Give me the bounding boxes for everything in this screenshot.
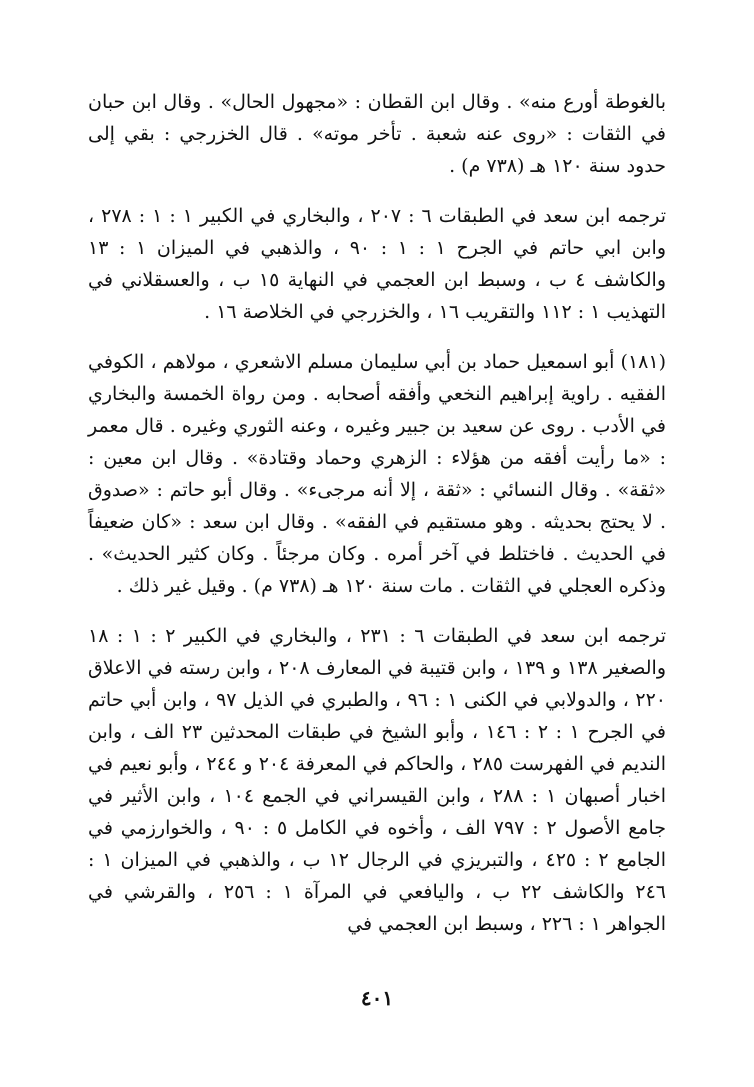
page-number: ٤٠١ [360,986,394,1010]
paragraph-references-180: ترجمه ابن سعد في الطبقات ٦ : ٢٠٧ ، والبخاري في الكبير ١ : ١ : ٢٧٨ ، وابن ابي حاتم في الجرح ١ : ١ : ٩٠ ، والذهبي في الميزان ١ : ١٣ والكاشف ٤ ب ، وسبط ابن العجمي في النهاية ١٥ ب ، والعسقلاني في التهذيب ١ : ١١٢ والتقريب ١٦ ، والخزرجي في الخلاصة ١٦ . [88,205,667,323]
paragraph-entry-181: (١٨١) أبو اسمعيل حماد بن أبي سليمان مسلم الاشعري ، مولاهم ، الكوفي الفقيه . راوية إبراهيم النخعي وأفقه أصحابه . ومن رواة الخمسة والبخاري في الأدب . روى عن سعيد بن جبير وغيره ، وعنه الثوري وغيره . قال معمر : «ما رأيت أفقه من هؤلاء : الزهري وحماد وقتادة» . وقال ابن معين : «ثقة» . وقال النسائي : «ثقة ، إلا أنه مرجىء» . وقال أبو حاتم : «صدوق . لا يحتج بحديثه . وهو مستقيم في الفقه» . وقال ابن سعد : «كان ضعيفاً في الحديث . فاختلط في آخر أمره . وكان مرجئاً . وكان كثير الحديث» . وذكره العجلي في الثقات . مات سنة ١٢٠ هـ (٧٣٨ م) . وقيل غير ذلك . [88,351,666,597]
paragraph-continuation: بالغوطة أورع منه» . وقال ابن القطان : «مجهول الحال» . وقال ابن حبان في الثقات : «روى عنه شعبة . تأخر موته» . قال الخزرجي : بقي إلى حدود سنة ١٢٠ هـ (٧٣٨ م) . [88,91,666,177]
paragraph-references-181: ترجمه ابن سعد في الطبقات ٦ : ٢٣١ ، والبخاري في الكبير ٢ : ١ : ١٨ والصغير ١٣٨ و ١٣٩ ، وابن قتيبة في المعارف ٢٠٨ ، وابن رسته في الاعلاق ٢٢٠ ، والدولابي في الكنى ١ : ٩٦ ، والطبري في الذيل ٩٧ ، وابن أبي حاتم في الجرح ١ : ٢ : ١٤٦ ، وأبو الشيخ في طبقات المحدثين ٢٣ الف ، وابن النديم في الفهرست ٢٨٥ ، والحاكم في المعرفة ٢٠٤ و ٢٤٤ ، وأبو نعيم في اخبار أصبهان ١ : ٢٨٨ ، وابن القيسراني في الجمع ١٠٤ ، وابن الأثير في جامع الأصول ٢ : ٧٩٧ الف ، وأخوه في الكامل ٥ : ٩٠ ، والخوارزمي في الجامع ٢ : ٤٢٥ ، والتبريزي في الرجال ١٢ ب ، والذهبي في الميزان ١ : ٢٤٦ والكاشف ٢٢ ب ، واليافعي في المرآة ١ : ٢٥٦ ، والقرشي في الجواهر ١ : ٢٢٦ ، وسبط ابن العجمي في [88,625,667,935]
